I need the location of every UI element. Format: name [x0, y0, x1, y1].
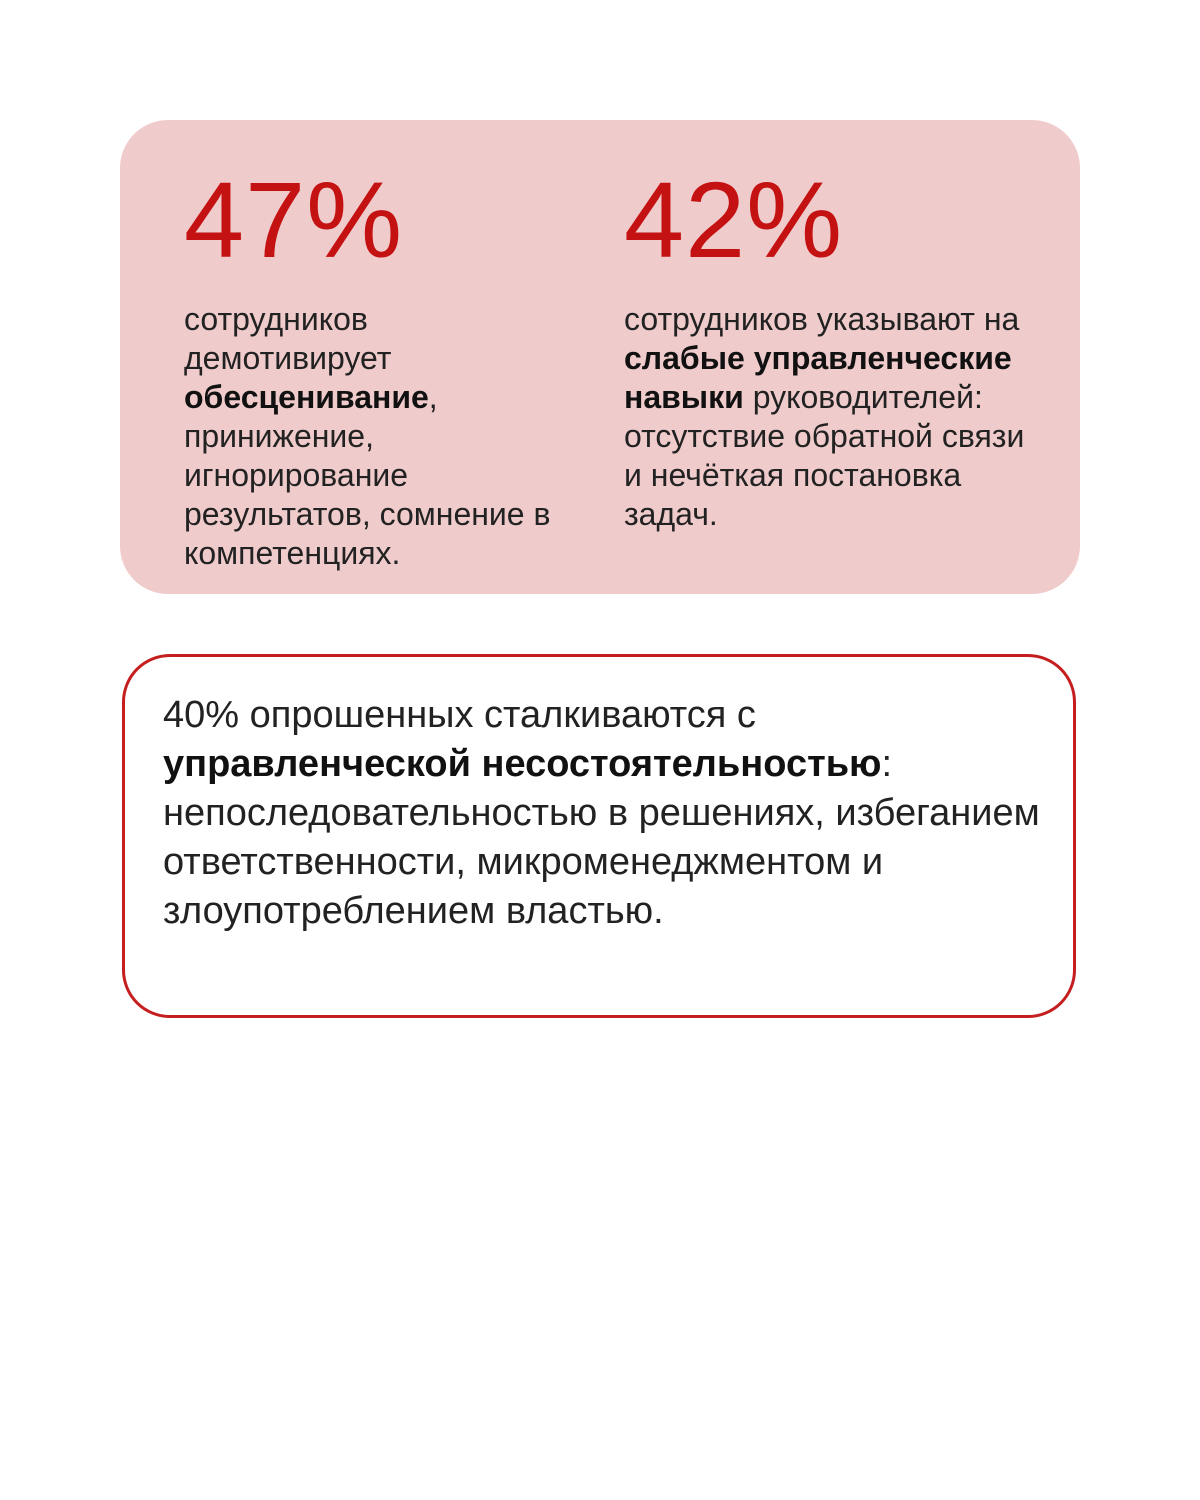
stat-text-part: сотрудников демотивирует	[184, 301, 392, 376]
note-text-bold: управленческой несостоятельностью	[163, 743, 882, 785]
note-text	[163, 691, 1063, 936]
note-text-part: 40% опрошенных сталкиваются с	[163, 694, 756, 736]
stat-value: 42%	[624, 159, 844, 280]
stat-text-part: , принижение, игнорирование результатов, сомнение в компетенциях.	[184, 379, 551, 571]
stat-text-bold: обесценивание	[184, 379, 429, 415]
stat-text-bold: слабые управленческие навыки	[624, 340, 1012, 415]
stat-value: 47%	[184, 159, 404, 280]
stat-description	[624, 300, 1044, 534]
note-card	[122, 654, 1076, 1018]
stat-block-devaluation	[184, 160, 584, 573]
stat-text-part: руководителей: отсутствие обратной связи и нечёткая постановка задач.	[624, 379, 1025, 532]
stat-description	[184, 300, 584, 573]
note-text-part: : непоследовательностью в решениях, избеганием ответственности, микроменеджментом и злоупотреблением властью.	[163, 743, 1040, 932]
stats-card	[120, 120, 1080, 594]
stat-text-part: сотрудников указывают на	[624, 301, 1020, 337]
stat-block-management-skills	[624, 160, 1044, 534]
